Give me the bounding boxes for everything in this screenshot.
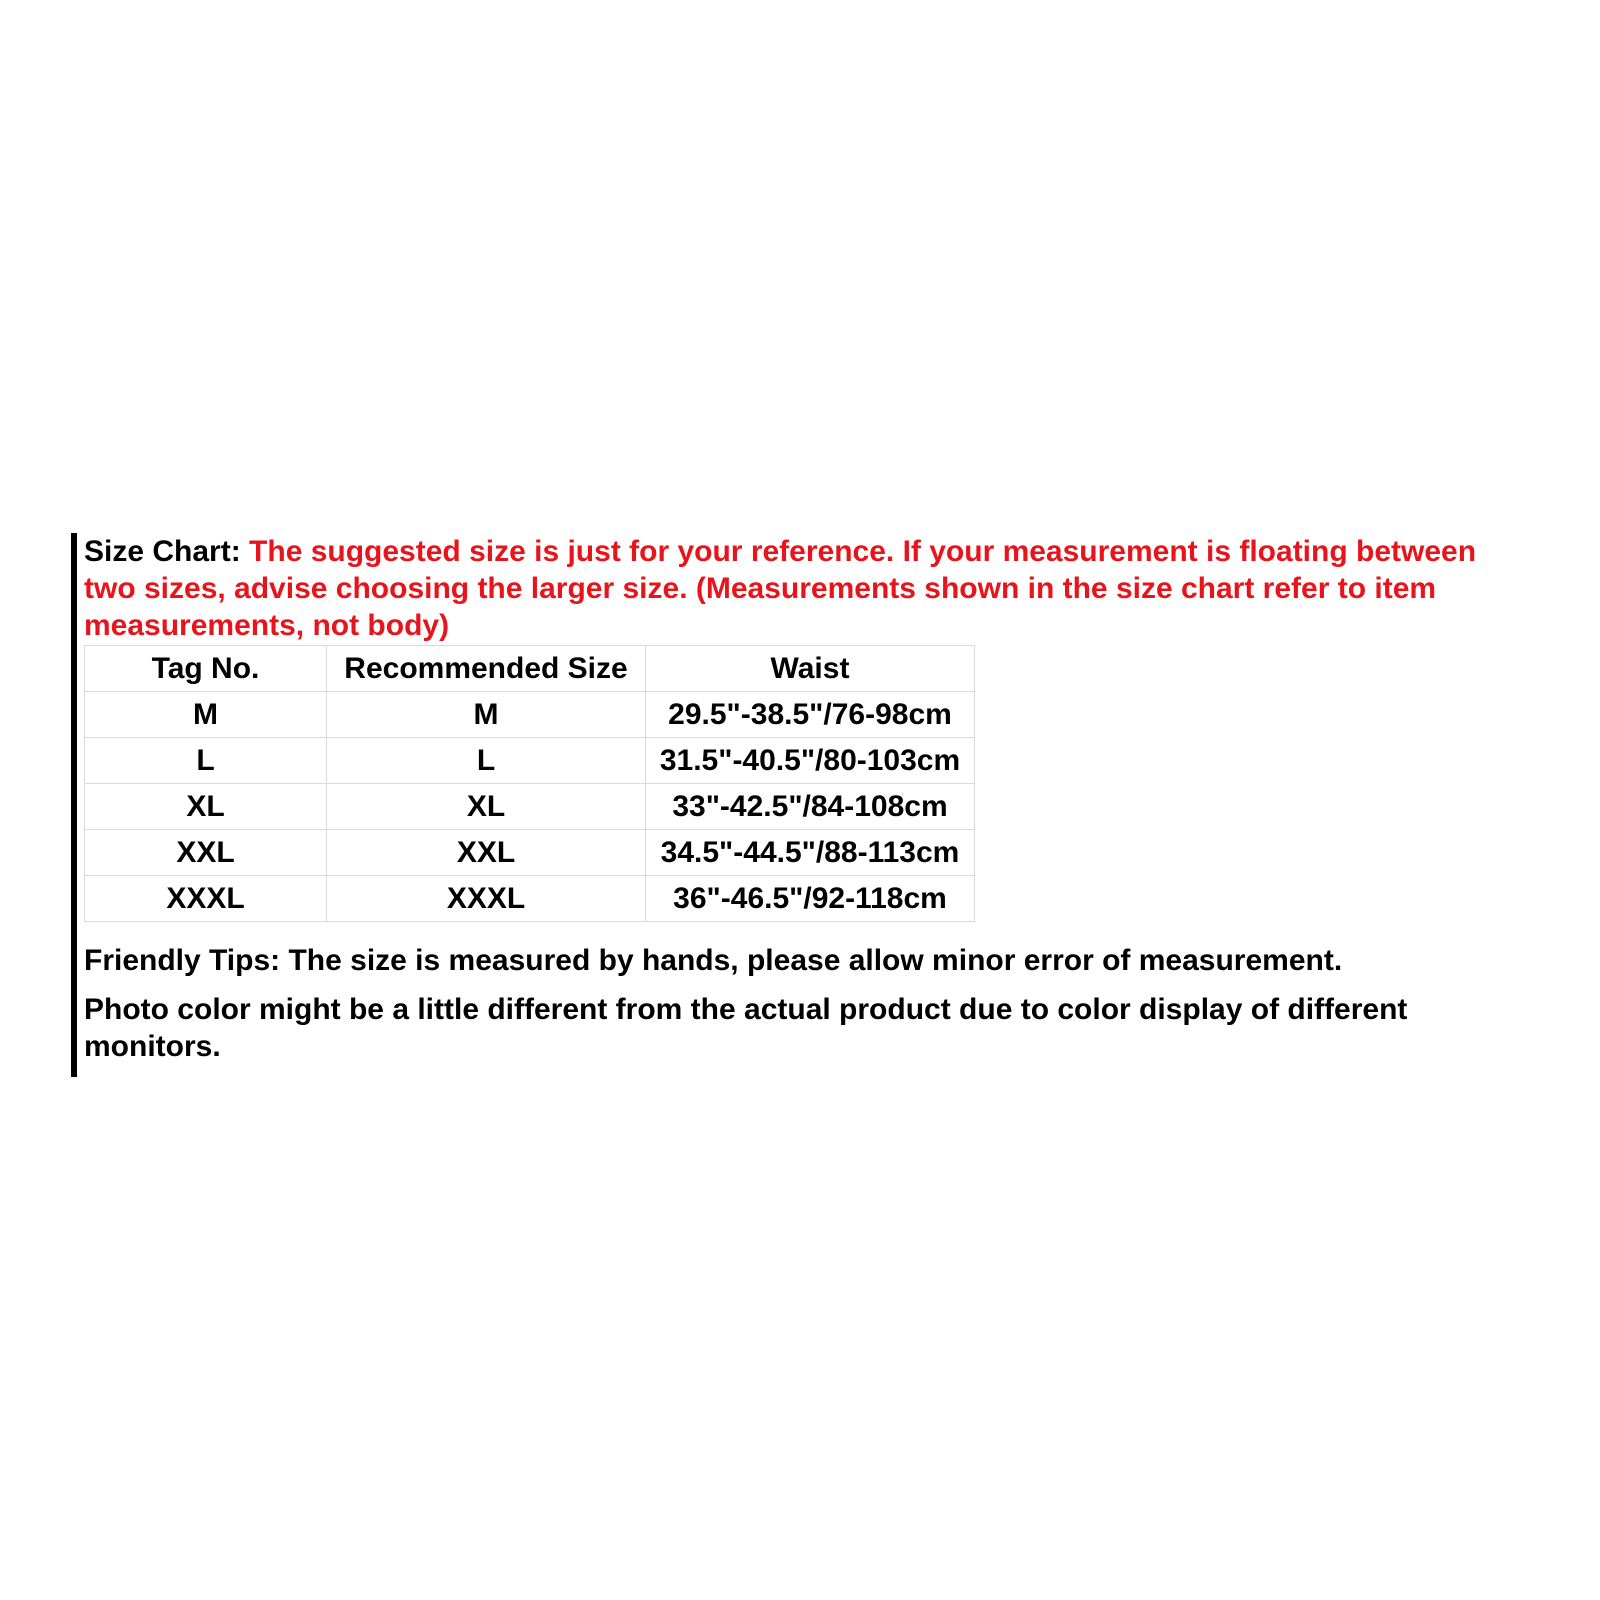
- tips-measurement-line: Friendly Tips: The size is measured by hands, please allow minor error of measurement.: [84, 944, 1343, 977]
- recommended-size-cell: XXL: [327, 830, 646, 876]
- left-accent-bar: [71, 533, 77, 1077]
- recommended-size-cell: XL: [327, 784, 646, 830]
- column-header-tag-no: Tag No.: [85, 646, 327, 692]
- recommended-size-cell: XXXL: [327, 876, 646, 922]
- recommended-size-cell: M: [327, 692, 646, 738]
- column-header-recommended-size: Recommended Size: [327, 646, 646, 692]
- table-header-row: [85, 646, 975, 692]
- size-chart-panel: [84, 533, 1524, 1077]
- waist-cell: 33"-42.5"/84-108cm: [646, 784, 975, 830]
- tag-no-cell: M: [85, 692, 327, 738]
- column-header-waist: Waist: [646, 646, 975, 692]
- size-chart-intro: [84, 533, 1524, 644]
- tag-no-cell: XXL: [85, 830, 327, 876]
- table-row: [85, 738, 975, 784]
- tag-no-cell: XL: [85, 784, 327, 830]
- table-row: [85, 830, 975, 876]
- tag-no-cell: XXXL: [85, 876, 327, 922]
- table-row: [85, 784, 975, 830]
- size-chart-note: The suggested size is just for your reference. If your measurement is floating between two sizes, advise choosing the larger size. (Measurements shown in the size chart refer to item measurements, not body): [84, 535, 1477, 642]
- waist-cell: 34.5"-44.5"/88-113cm: [646, 830, 975, 876]
- waist-cell: 36"-46.5"/92-118cm: [646, 876, 975, 922]
- table-row: [85, 692, 975, 738]
- size-table: [84, 645, 975, 922]
- tag-no-cell: L: [85, 738, 327, 784]
- tips-color-line: Photo color might be a little different from the actual product due to color display of different monitors.: [84, 993, 1408, 1063]
- table-row: [85, 876, 975, 922]
- friendly-tips: [84, 942, 1524, 1065]
- size-chart-label: Size Chart:: [84, 535, 241, 568]
- recommended-size-cell: L: [327, 738, 646, 784]
- waist-cell: 29.5"-38.5"/76-98cm: [646, 692, 975, 738]
- waist-cell: 31.5"-40.5"/80-103cm: [646, 738, 975, 784]
